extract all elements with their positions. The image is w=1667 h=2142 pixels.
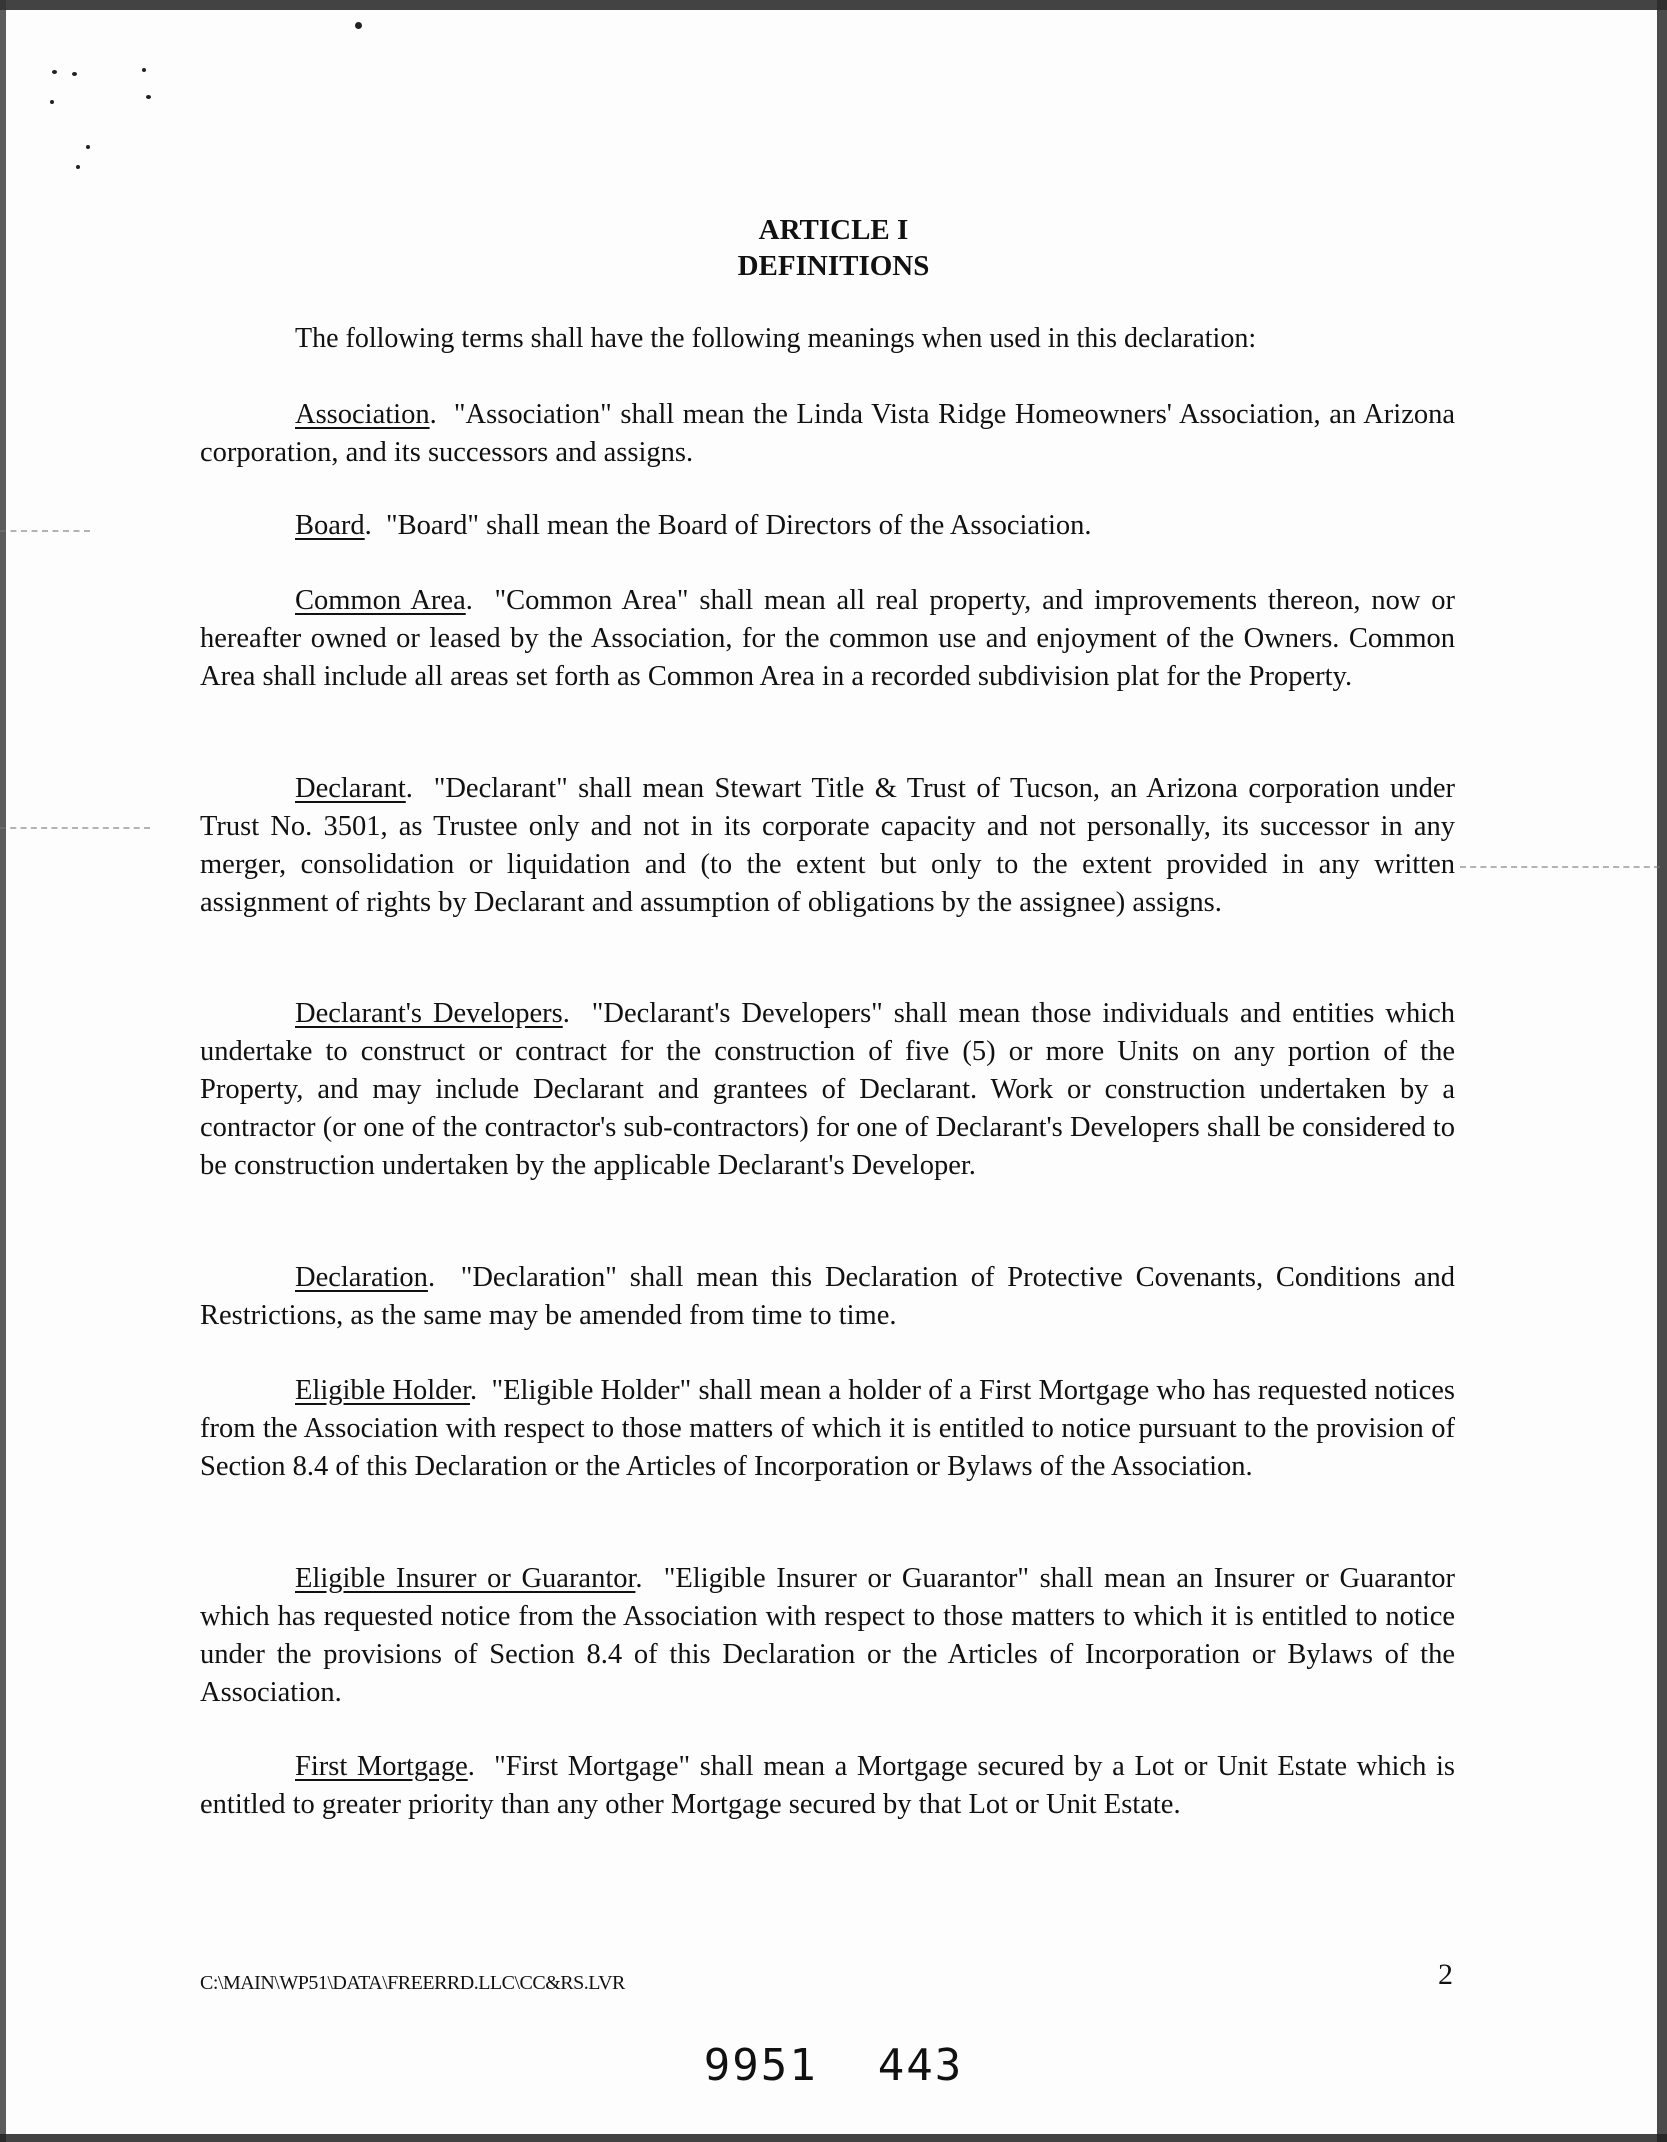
scan-speck: [86, 145, 90, 149]
definition-text: "Eligible Insurer or Guarantor" shall mean an Insurer or Guarantor which has requested notice from the Association with respect to those matters to which it is entitled to notice under the provisions of Section 8.4 of this Declaration or the Articles of Incorporation or Bylaws of the Association.: [200, 1563, 1455, 1708]
article-title-heading: DEFINITIONS: [737, 250, 930, 282]
definition-declaration: Declaration. "Declaration" shall mean this Declaration of Protective Covenants, Conditions and Restrictions, as the same may be amended from time to time.: [200, 1262, 1455, 1331]
definition-text: "Eligible Holder" shall mean a holder of a First Mortgage who has requested notices from the Association with respect to those matters of which it is entitled to notice pursuant to the provision of Section 8.4 of this Declaration or the Articles of Incorporation or Bylaws of the Association.: [200, 1375, 1455, 1482]
scan-speck: [355, 22, 362, 29]
stamp-right-number: 443: [877, 2040, 964, 2091]
definition-text: "Declarant" shall mean Stewart Title & Trust of Tucson, an Arizona corporation under Trust No. 3501, as Trustee only and not in its corporate capacity and not personally, its successor in any merger, consolidation or liquidation and (to the extent but only to the extent provided in any written assignment of rights by Declarant and assumption of obligations by the assignee) assigns.: [200, 773, 1456, 918]
definition-term: Board: [295, 510, 365, 541]
stamp-left-number: 9951: [703, 2040, 818, 2091]
recording-stamp: [0, 2040, 1667, 2091]
definition-term: Association: [295, 399, 430, 430]
definition-term: Declaration: [295, 1262, 428, 1293]
definition-term: Common Area: [295, 585, 466, 616]
definition-text: "Association" shall mean the Linda Vista Ridge Homeowners' Association, an Arizona corporation, and its successors and assigns.: [200, 399, 1455, 468]
definition-term: Declarant's Developers: [295, 998, 563, 1029]
scan-speck: [76, 165, 80, 169]
scan-edge-bottom: [0, 2134, 1667, 2142]
scan-speck: [72, 72, 77, 76]
definition-term: Eligible Holder: [295, 1375, 470, 1406]
scan-speck: [142, 68, 146, 72]
definition-board: Board. "Board" shall mean the Board of Directors of the Association.: [295, 510, 1092, 541]
definition-common-area: Common Area. "Common Area" shall mean all real property, and improvements thereon, now or hereafter owned or leased by the Association, for the common use and enjoyment of the Owners. Common Area shall include all areas set forth as Common Area in a recorded subdivision plat for the Property.: [200, 585, 1455, 692]
definition-text: "First Mortgage" shall mean a Mortgage secured by a Lot or Unit Estate which is entitled to greater priority than any other Mortgage secured by that Lot or Unit Estate.: [200, 1751, 1455, 1820]
definition-eligible-insurer-or-guarantor: Eligible Insurer or Guarantor. "Eligible Insurer or Guarantor" shall mean an Insurer or Guarantor which has requested notice from the Association with respect to those matters to which it is entitled to notice under the provisions of Section 8.4 of this Declaration or the Articles of Incorporation or Bylaws of the Association.: [200, 1563, 1455, 1708]
scan-speck: [52, 70, 57, 74]
definition-text: "Board" shall mean the Board of Directors of the Association.: [386, 510, 1092, 541]
definition-text: "Common Area" shall mean all real property, and improvements thereon, now or hereafter owned or leased by the Association, for the common use and enjoyment of the Owners. Common Area shall include all areas set forth as Common Area in a recorded subdivision plat for the Property.: [200, 585, 1455, 692]
definition-declarant: Declarant. "Declarant" shall mean Stewart Title & Trust of Tucson, an Arizona corporation under Trust No. 3501, as Trustee only and not in its corporate capacity and not personally, its successor in any merger, consolidation or liquidation and (to the extent but only to the extent provided in any written assignment of rights by Declarant and assumption of obligations by the assignee) assigns.: [200, 773, 1456, 918]
definition-first-mortgage: First Mortgage. "First Mortgage" shall mean a Mortgage secured by a Lot or Unit Estate which is entitled to greater priority than any other Mortgage secured by that Lot or Unit Estate.: [200, 1751, 1455, 1820]
definition-term: First Mortgage: [295, 1751, 468, 1782]
definition-term: Eligible Insurer or Guarantor: [295, 1563, 636, 1594]
page-number: 2: [1438, 1958, 1453, 1991]
scan-speck: [146, 95, 151, 99]
definition-declarants-developers: Declarant's Developers. "Declarant's Developers" shall mean those individuals and entities which undertake to construct or contract for the construction of five (5) or more Units on any portion of the Property, and may include Declarant and grantees of Declarant. Work or construction undertaken by a contractor (or one of the contractor's sub-contractors) for one of Declarant's Developers shall be considered to be construction undertaken by the applicable Declarant's Developer.: [200, 998, 1456, 1181]
scan-line-artifact: [0, 530, 90, 533]
scan-edge-top: [0, 0, 1667, 10]
scan-edge-right: [1657, 0, 1667, 2142]
definition-eligible-holder: Eligible Holder. "Eligible Holder" shall mean a holder of a First Mortgage who has requested notices from the Association with respect to those matters of which it is entitled to notice pursuant to the provision of Section 8.4 of this Declaration or the Articles of Incorporation or Bylaws of the Association.: [200, 1375, 1455, 1482]
article-number-heading: ARTICLE I: [758, 214, 909, 246]
scan-edge-left: [0, 0, 6, 2142]
footer-file-path: C:\MAIN\WP51\DATA\FREERRD.LLC\CC&RS.LVR: [200, 1972, 625, 1994]
definition-text: "Declaration" shall mean this Declaration of Protective Covenants, Conditions and Restrictions, as the same may be amended from time to time.: [200, 1262, 1455, 1331]
definition-text: "Declarant's Developers" shall mean those individuals and entities which undertake to construct or contract for the construction of five (5) or more Units on any portion of the Property, and may include Declarant and grantees of Declarant. Work or construction undertaken by a contractor (or one of the contractor's sub-contractors) for one of Declarant's Developers shall be considered to be construction undertaken by the applicable Declarant's Developer.: [200, 998, 1456, 1181]
scan-line-artifact: [1460, 866, 1660, 869]
definition-association: Association. "Association" shall mean the Linda Vista Ridge Homeowners' Association, an Arizona corporation, and its successors and assigns.: [200, 399, 1455, 468]
intro-sentence: The following terms shall have the following meanings when used in this declaration:: [295, 323, 1257, 354]
definition-term: Declarant: [295, 773, 406, 804]
scan-line-artifact: [0, 827, 150, 830]
scan-speck: [50, 100, 54, 104]
